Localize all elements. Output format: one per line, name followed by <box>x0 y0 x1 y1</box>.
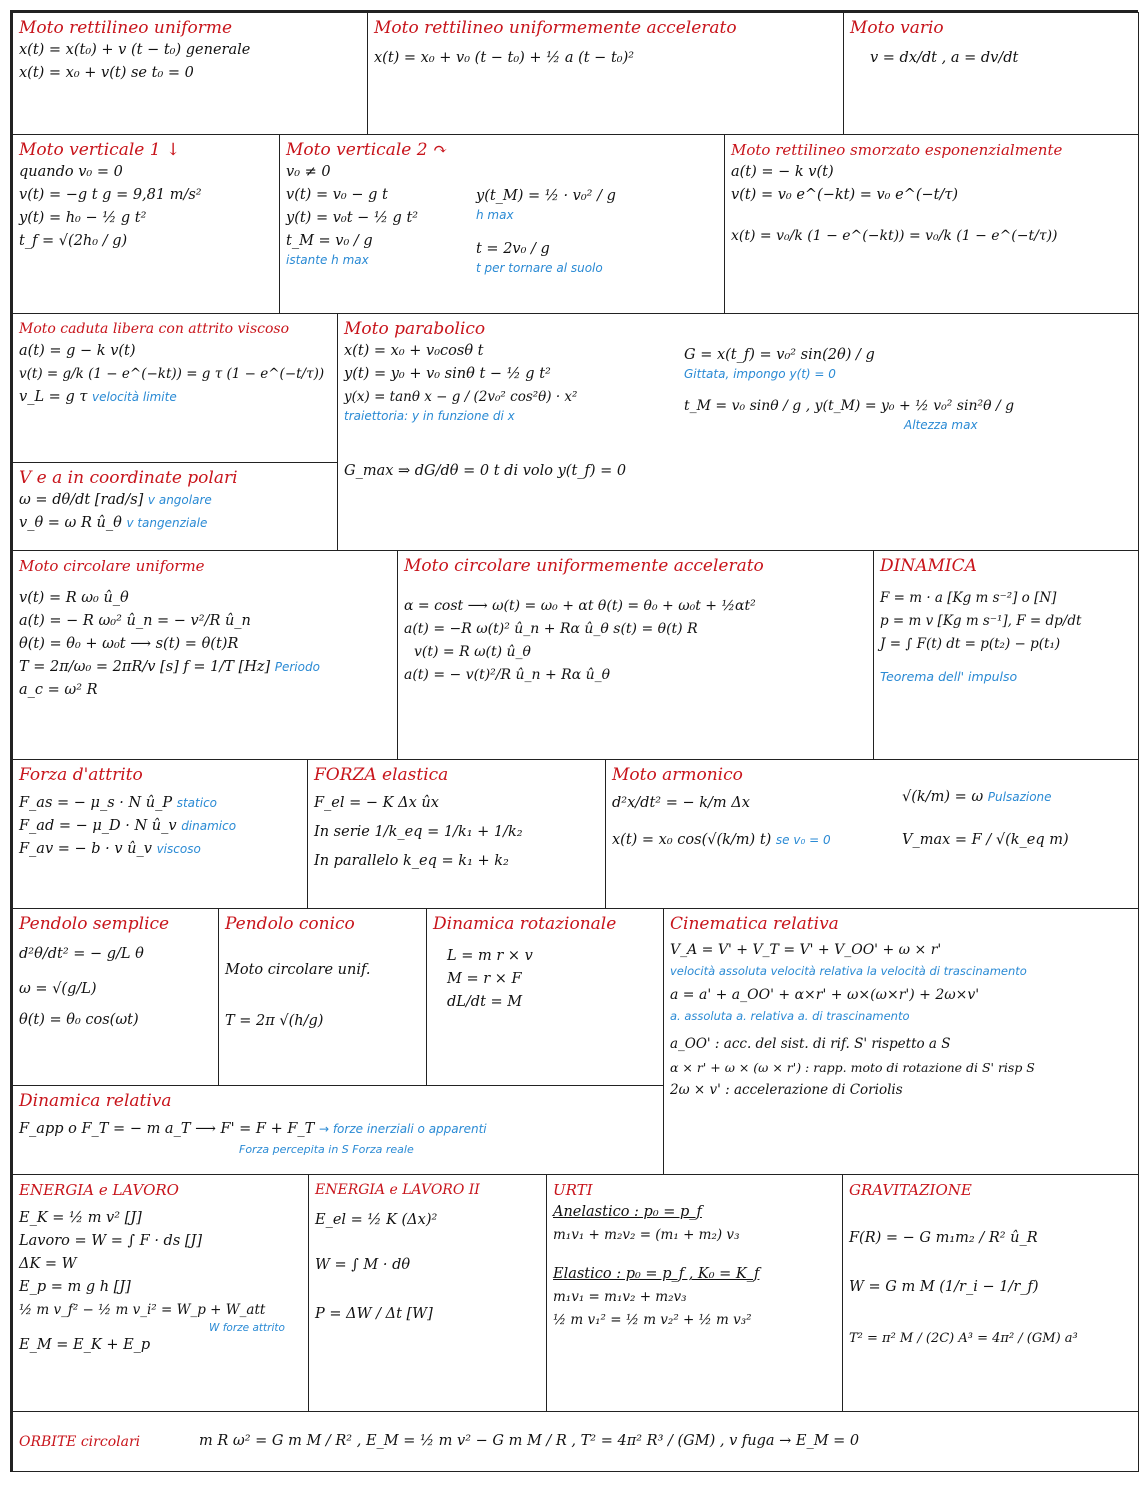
formula: ½ m v_f² − ½ m v_i² = W_p + W_att <box>19 1302 266 1318</box>
section-title: Moto circolare uniformemente accelerato <box>404 556 764 576</box>
section-title: URTI <box>553 1181 593 1199</box>
formula: E_K = ½ m v² [J] <box>19 1210 142 1226</box>
formula: F_av = − b · v û_v viscoso <box>19 841 201 857</box>
formula: Anelastico : p₀ = p_f <box>553 1204 702 1220</box>
section-mrua <box>367 12 844 135</box>
section-cinematica-relativa <box>663 908 1139 1174</box>
section-title: Dinamica relativa <box>19 1091 172 1111</box>
formula: v₀ ≠ 0 <box>286 164 331 180</box>
section-title: ORBITE circolari <box>19 1433 141 1450</box>
section-vert2 <box>279 134 725 314</box>
note: W forze attrito <box>209 1322 285 1334</box>
formula: T = 2π/ω₀ = 2πR/v [s] f = 1/T [Hz] Periodo <box>19 659 320 675</box>
formula: Moto circolare unif. <box>225 962 371 978</box>
section-rotazionale <box>426 908 664 1086</box>
note: viscoso <box>156 842 201 856</box>
note: a. assoluta a. relativa a. di trascinamento <box>670 1009 910 1023</box>
formula: J = ∫ F(t) dt = p(t₂) − p(t₁) <box>880 636 1061 652</box>
formula: v(t) = g/k (1 − e^(−kt)) = g τ (1 − e^(−t/τ)) <box>19 366 325 382</box>
formula: y(t) = v₀t − ½ g t² <box>286 210 419 226</box>
formula: F_el = − K Δx ûx <box>314 795 439 811</box>
formula: θ(t) = θ₀ cos(ωt) <box>19 1012 139 1028</box>
formula: m₁v₁ = m₁v₂ + m₂v₃ <box>553 1289 687 1305</box>
cheat-sheet <box>10 10 1138 1472</box>
note: dinamico <box>181 819 237 833</box>
section-title: Moto verticale 2 ↷ <box>286 140 448 160</box>
section-attrito <box>12 759 308 909</box>
formula: θ(t) = θ₀ + ω₀t ⟶ s(t) = θ(t)R <box>19 636 239 652</box>
formula: y(t) = y₀ + v₀ sinθ t − ½ g t² <box>344 366 551 382</box>
section-title: FORZA elastica <box>314 765 449 785</box>
section-title: ENERGIA e LAVORO II <box>315 1182 480 1198</box>
formula: v_θ = ω R û_θ v tangenziale <box>19 515 208 531</box>
formula: v = dx/dt , a = dv/dt <box>870 50 1019 66</box>
formula: In serie 1/k_eq = 1/k₁ + 1/k₂ <box>314 824 523 840</box>
section-dinamica <box>873 550 1139 760</box>
formula: ΔK = W <box>19 1256 77 1272</box>
formula: m R ω² = G m M / R² , E_M = ½ m v² − G m M / R , T² = 4π² R³ / (GM) , v fuga → E_M = 0 <box>199 1433 860 1449</box>
formula: d²x/dt² = − k/m Δx <box>612 795 750 811</box>
note: t per tornare al suolo <box>476 261 603 275</box>
formula: a(t) = − R ω₀² û_n = − v²/R û_n <box>19 613 251 629</box>
note: velocità assoluta velocità relativa la velocità di trascinamento <box>670 964 1027 978</box>
section-smorzato <box>724 134 1139 314</box>
formula: F_ad = − μ_D · N û_v dinamico <box>19 818 237 834</box>
formula: T = 2π √(h/g) <box>225 1013 324 1029</box>
formula: √(k/m) = ω Pulsazione <box>902 789 1052 805</box>
formula: v_L = g τ velocità limite <box>19 389 177 405</box>
section-urti <box>546 1174 843 1412</box>
formula: ½ m v₁² = ½ m v₂² + ½ m v₃² <box>553 1312 752 1328</box>
section-title: Moto rettilineo uniforme <box>19 18 233 38</box>
formula: x(t) = x₀ + v(t) se t₀ = 0 <box>19 65 194 81</box>
formula: v(t) = v₀ − g t <box>286 187 388 203</box>
section-title: V e a in coordinate polari <box>19 468 238 488</box>
formula: T² = π² M / (2C) A³ = 4π² / (GM) a³ <box>849 1331 1078 1346</box>
note: statico <box>176 796 218 810</box>
formula: a = a' + a_OO' + α×r' + ω×(ω×r') + 2ω×v' <box>670 987 980 1003</box>
section-circolare <box>12 550 398 760</box>
note: Periodo <box>274 660 320 674</box>
section-title: Forza d'attrito <box>19 765 143 785</box>
formula: F_app o F_T = − m a_T ⟶ F' = F + F_T → forze inerziali o apparenti <box>19 1121 487 1137</box>
section-title: Cinematica relativa <box>670 914 839 934</box>
formula: a_c = ω² R <box>19 682 98 698</box>
section-armonico <box>605 759 1139 909</box>
section-polari <box>12 462 338 551</box>
formula: Elastico : p₀ = p_f , K₀ = K_f <box>553 1266 760 1282</box>
section-title: Dinamica rotazionale <box>433 914 617 934</box>
formula: t_M = v₀ sinθ / g , y(t_M) = y₀ + ½ v₀² sin²θ / g <box>684 398 1015 414</box>
section-title: ENERGIA e LAVORO <box>19 1181 179 1199</box>
formula: a(t) = − v(t)²/R û_n + Rα û_θ <box>404 667 611 683</box>
note: Altezza max <box>904 418 978 432</box>
section-caduta <box>12 313 338 463</box>
formula: M = r × F <box>447 971 522 987</box>
note: → forze inerziali o apparenti <box>318 1122 487 1136</box>
formula: P = ΔW / Δt [W] <box>315 1306 433 1322</box>
formula: v(t) = v₀ e^(−kt) = v₀ e^(−t/τ) <box>731 187 959 203</box>
section-vario <box>843 12 1139 135</box>
formula: dL/dt = M <box>447 994 523 1010</box>
formula: d²θ/dt² = − g/L θ <box>19 946 144 962</box>
note: Teorema dell' impulso <box>880 669 1018 684</box>
section-dinamica-relativa <box>12 1085 664 1175</box>
formula: x(t) = v₀/k (1 − e^(−kt)) = v₀/k (1 − e^(−t/τ)) <box>731 228 1058 244</box>
section-title: Moto armonico <box>612 765 743 785</box>
formula: G = x(t_f) = v₀² sin(2θ) / g <box>684 347 875 363</box>
section-elastica <box>307 759 606 909</box>
section-parabolico <box>337 313 1139 551</box>
section-title: Moto caduta libera con attrito viscoso <box>19 321 290 337</box>
formula: W = ∫ M · dθ <box>315 1257 411 1273</box>
section-gravitazione <box>842 1174 1139 1412</box>
formula: F = m · a [Kg m s⁻²] o [N] <box>880 590 1057 606</box>
formula: quando v₀ = 0 <box>19 164 123 180</box>
formula: a(t) = g − k v(t) <box>19 343 136 359</box>
section-title: Pendolo conico <box>225 914 355 934</box>
note: istante h max <box>286 253 369 267</box>
formula: p = m v [Kg m s⁻¹], F = dp/dt <box>880 613 1082 629</box>
formula: v(t) = −g t g = 9,81 m/s² <box>19 187 202 203</box>
formula: G_max ⇒ dG/dθ = 0 t di volo y(t_f) = 0 <box>344 463 627 479</box>
formula: x(t) = x₀ + v₀ (t − t₀) + ½ a (t − t₀)² <box>374 50 635 66</box>
section-pendolo <box>12 908 219 1086</box>
section-mru <box>12 12 368 135</box>
section-title: Moto rettilineo uniformemente accelerato <box>374 18 737 38</box>
formula: α = cost ⟶ ω(t) = ω₀ + αt θ(t) = θ₀ + ω₀t + ½αt² <box>404 598 756 614</box>
formula: v(t) = R ω₀ û_θ <box>19 590 129 606</box>
note: Gittata, impongo y(t) = 0 <box>684 367 836 381</box>
formula: t = 2v₀ / g <box>476 241 550 257</box>
formula: E_p = m g h [J] <box>19 1279 131 1295</box>
section-title: Moto circolare uniforme <box>19 557 205 575</box>
formula: y(x) = tanθ x − g / (2v₀² cos²θ) · x² <box>344 389 578 405</box>
formula: m₁v₁ + m₂v₂ = (m₁ + m₂) v₃ <box>553 1227 740 1243</box>
formula: W = G m M (1/r_i − 1/r_f) <box>849 1279 1039 1295</box>
formula: V_max = F / √(k_eq m) <box>902 832 1069 848</box>
section-title: Pendolo semplice <box>19 914 170 934</box>
formula: t_f = √(2h₀ / g) <box>19 233 128 249</box>
formula: α × r' + ω × (ω × r') : rapp. moto di rotazione di S' risp S <box>670 1060 1035 1075</box>
formula: E_M = E_K + E_p <box>19 1337 151 1353</box>
formula: Lavoro = W = ∫ F · ds [J] <box>19 1233 203 1249</box>
formula: v(t) = R ω(t) û_θ <box>414 644 531 660</box>
formula: 2ω × v' : accelerazione di Coriolis <box>670 1082 903 1098</box>
formula: E_el = ½ K (Δx)² <box>315 1212 438 1228</box>
formula: L = m r × v <box>447 948 533 964</box>
formula: y(t_M) = ½ · v₀² / g <box>476 188 616 204</box>
formula: ω = √(g/L) <box>19 981 97 997</box>
note: Forza percepita in S Forza reale <box>239 1143 414 1156</box>
formula: t_M = v₀ / g <box>286 233 373 249</box>
section-title: Moto parabolico <box>344 319 486 339</box>
formula: F_as = − μ_s · N û_P statico <box>19 795 218 811</box>
formula: x(t) = x₀ + v₀cosθ t <box>344 343 484 359</box>
formula: In parallelo k_eq = k₁ + k₂ <box>314 853 509 869</box>
section-title: Moto rettilineo smorzato esponenzialmente <box>731 141 1063 159</box>
section-title: DINAMICA <box>880 556 977 576</box>
section-vert1 <box>12 134 280 314</box>
section-orbite <box>12 1411 1139 1472</box>
note: v angolare <box>147 493 212 507</box>
section-energia <box>12 1174 309 1412</box>
formula: V_A = V' + V_T = V' + V_OO' + ω × r' <box>670 942 942 958</box>
formula: y(t) = h₀ − ½ g t² <box>19 210 147 226</box>
formula: ω = dθ/dt [rad/s] v angolare <box>19 492 212 508</box>
section-title: GRAVITAZIONE <box>849 1181 972 1199</box>
section-title: Moto vario <box>850 18 944 38</box>
note: Pulsazione <box>987 790 1052 804</box>
note: traiettoria: y in funzione di x <box>344 409 515 423</box>
note: v tangenziale <box>126 516 208 530</box>
note: se v₀ = 0 <box>775 833 831 847</box>
section-pendolo-conico <box>218 908 427 1086</box>
formula: F(R) = − G m₁m₂ / R² û_R <box>849 1230 1038 1246</box>
formula: a(t) = − k v(t) <box>731 164 834 180</box>
note: velocità limite <box>91 390 177 404</box>
note: h max <box>476 208 514 222</box>
formula: x(t) = x₀ cos(√(k/m) t) se v₀ = 0 <box>612 832 831 848</box>
section-energia-2 <box>308 1174 547 1412</box>
formula: x(t) = x(t₀) + v (t − t₀) generale <box>19 42 251 58</box>
formula: a_OO' : acc. del sist. di rif. S' rispetto a S <box>670 1036 951 1052</box>
formula: a(t) = −R ω(t)² û_n + Rα û_θ s(t) = θ(t) R <box>404 621 698 637</box>
section-title: Moto verticale 1 ↓ <box>19 140 181 160</box>
section-circolare-acc <box>397 550 874 760</box>
